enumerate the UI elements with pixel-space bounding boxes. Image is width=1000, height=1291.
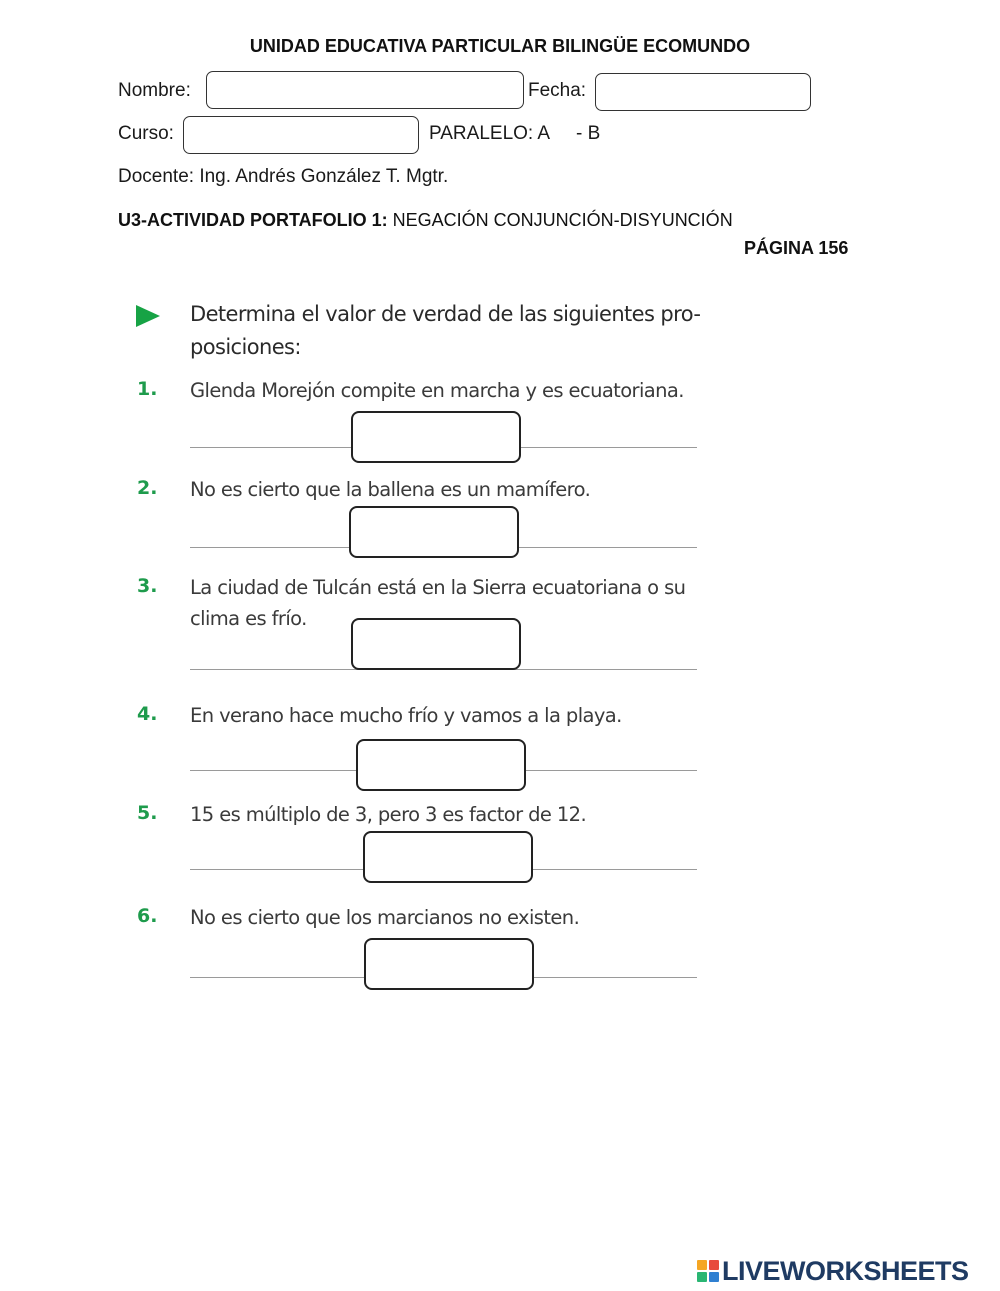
answer-input-1[interactable] (351, 411, 521, 463)
curso-input[interactable] (183, 116, 419, 154)
activity-title-bold: U3-ACTIVIDAD PORTAFOLIO 1: (118, 210, 388, 230)
question-text: En verano hace mucho frío y vamos a la playa. (190, 704, 622, 727)
question-number: 1. (137, 378, 158, 400)
question-number: 4. (137, 703, 158, 725)
liveworksheets-logo[interactable] (697, 1256, 969, 1286)
answer-input-4[interactable] (356, 739, 526, 791)
question-number: 2. (137, 477, 158, 499)
fecha-label: Fecha: (528, 80, 587, 101)
page-reference: PÁGINA 156 (744, 238, 849, 258)
answer-input-5[interactable] (363, 831, 533, 883)
fecha-input[interactable] (595, 73, 811, 111)
docente-label: Docente: Ing. Andrés González T. Mgtr. (118, 166, 449, 187)
nombre-label: Nombre: (118, 80, 191, 101)
green-arrow-icon (136, 305, 160, 327)
nombre-input[interactable] (206, 71, 524, 109)
answer-input-6[interactable] (364, 938, 534, 990)
question-number: 3. (137, 575, 158, 597)
answer-input-3[interactable] (351, 618, 521, 670)
paralelo-label: PARALELO: A (429, 123, 551, 144)
curso-label: Curso: (118, 123, 174, 144)
liveworksheets-logo-icon (697, 1260, 719, 1282)
question-text: La ciudad de Tulcán está en la Sierra ecuatoriana o su clima es frío. (190, 576, 686, 630)
question-text: 15 es múltiplo de 3, pero 3 es factor de 12. (190, 803, 587, 826)
question-number: 5. (137, 802, 158, 824)
logo-text: LIVEWORKSHEETS (722, 1255, 969, 1286)
activity-title (118, 210, 733, 231)
question-text: No es cierto que los marcianos no existen. (190, 906, 580, 929)
question-text: Glenda Morejón compite en marcha y es ecuatoriana. (190, 379, 684, 402)
answer-input-2[interactable] (349, 506, 519, 558)
activity-title-rest: NEGACIÓN CONJUNCIÓN-DISYUNCIÓN (387, 210, 733, 230)
school-title: UNIDAD EDUCATIVA PARTICULAR BILINGÜE ECOMUNDO (249, 36, 751, 56)
question-number: 6. (137, 905, 158, 927)
question-text: No es cierto que la ballena es un mamífero. (190, 478, 591, 501)
paralelo-b-label: - B (576, 123, 601, 144)
instruction-text: Determina el valor de verdad de las siguientes pro- posiciones: (190, 302, 701, 359)
